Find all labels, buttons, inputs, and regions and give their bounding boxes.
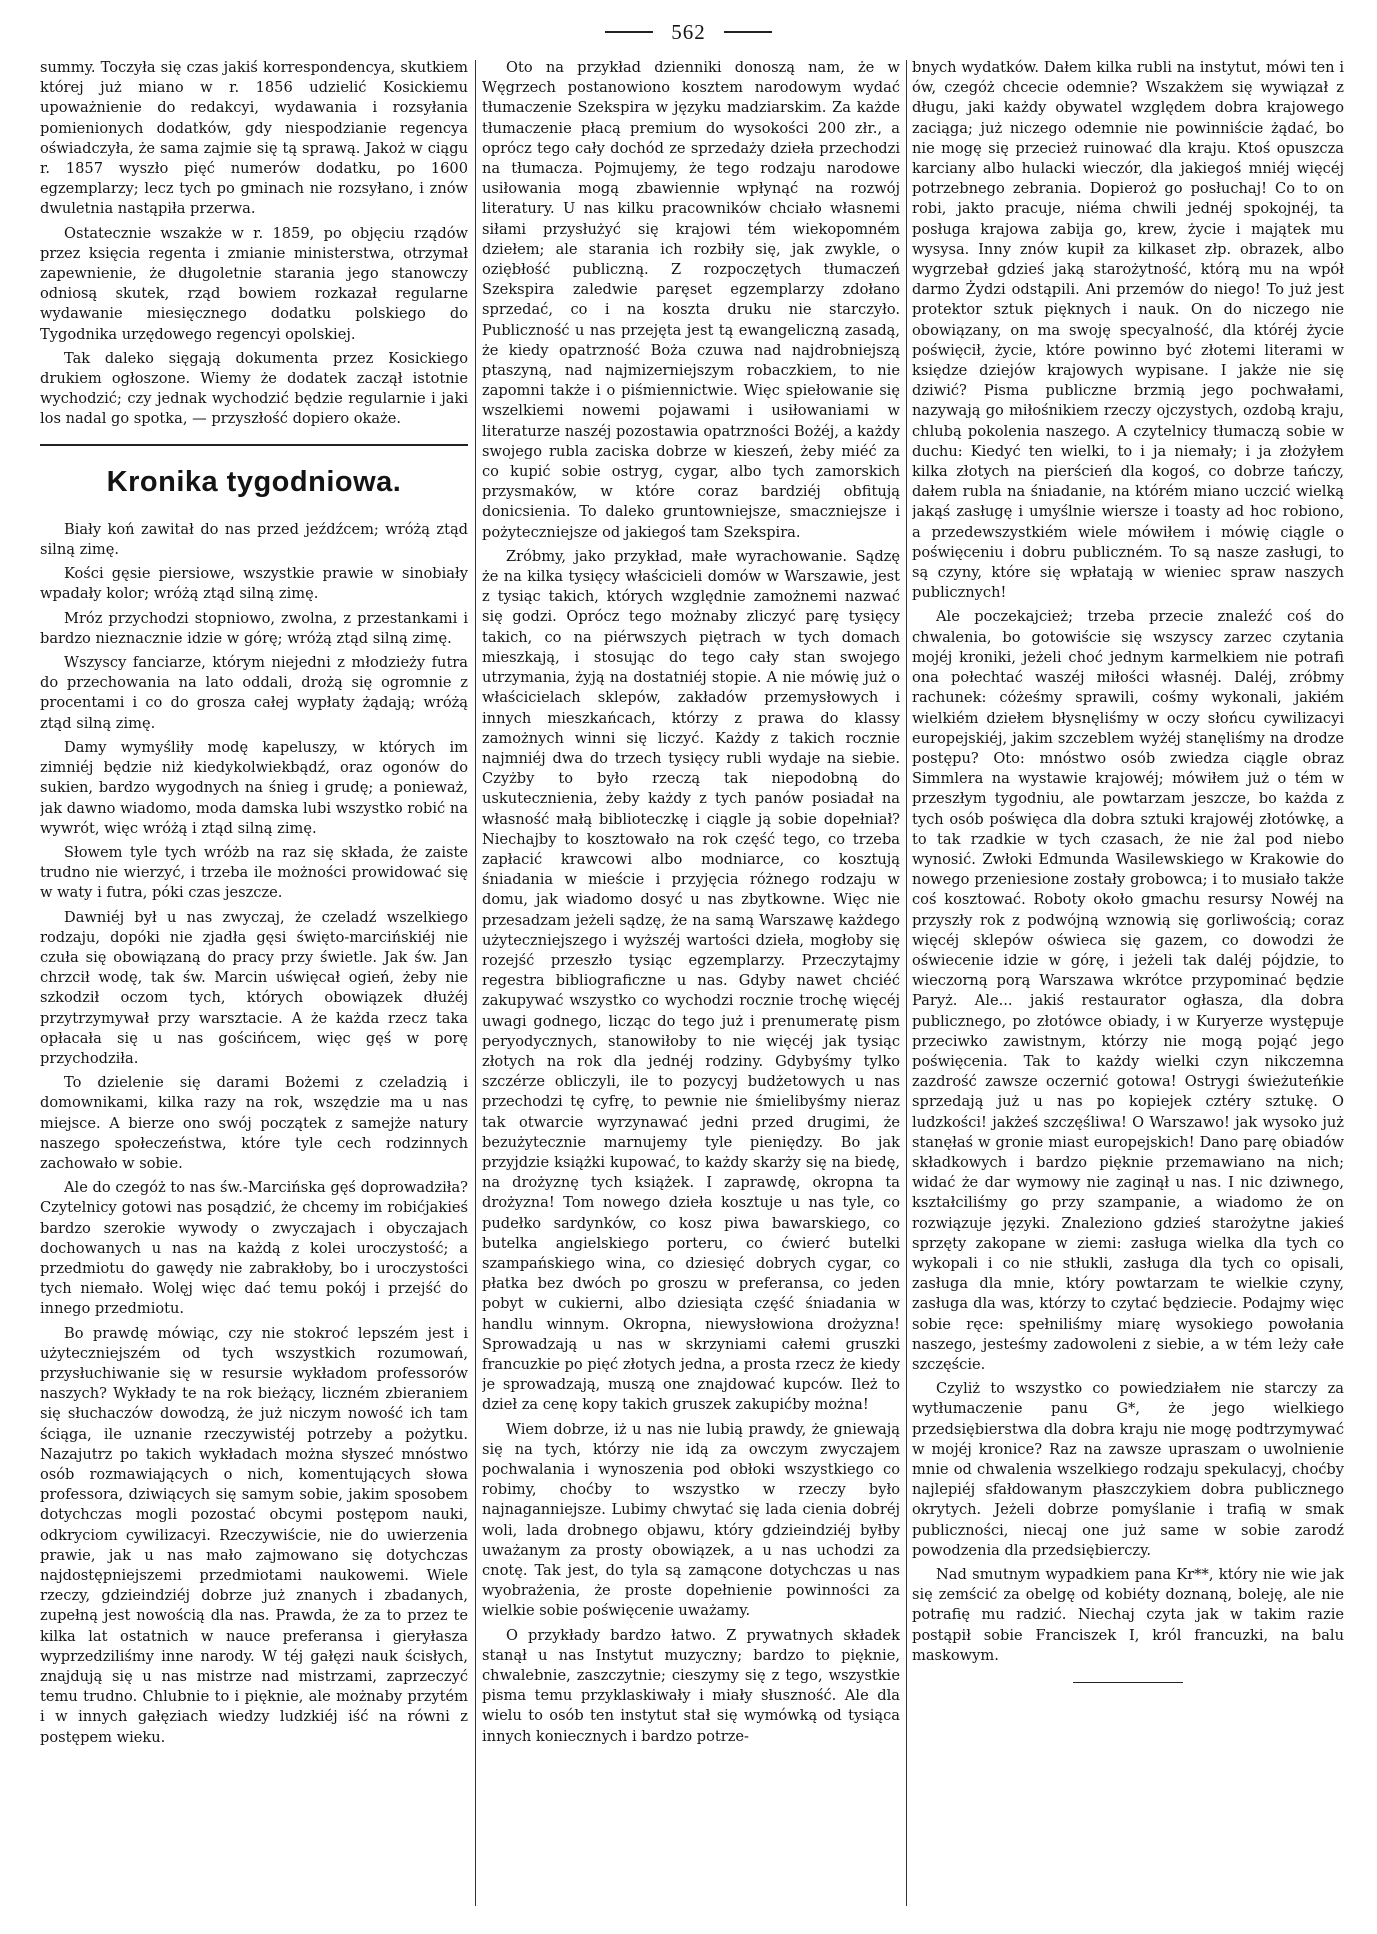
chronicle-paragraph: Słowem tyle tych wróżb na raz się składa, że zaiste trudno nie wierzyć, i trzeba ile możności prowidować się w waty i futra, póki czas jeszcze. [40, 843, 468, 902]
chronicle-paragraph: Oto na przykład dzienniki donoszą nam, że w Węgrzech postanowiono kosztem narodowym wydać tłumaczenie Szekspira w języku madziarskim. Za każde tłumaczenie płacą premium do wysokości 200 złr., a oprócz tego cały dochód ze sprzedaży dzieła przechodzi na tłumacza. Pojmujemy, że tego rodzaju narodowe usiłowania mogą zbawiennie wpłynąć na rozwój literatury. U nas kilku pracowników chciało własnemi siłami przysłużyć się krajowi tém wiekopomném dziełem; ale starania ich rozbiły się, jak zwykle, o oziębłość publiczną. Z rozpoczętych tłumaczeń Szekspira zaledwie paręset egzemplarzy zdołano sprzedać, co i na koszta druku nie starczyło. Publiczność u nas przejęta jest tą ewangeliczną zasadą, że kiedy opatrzność Boża czuwa nad najdrobniejszą ptaszyną, nad najmizerniejszym robaczkiem, to nie zapomni także i o piśmiennictwie. Więc spiełowanie się wszelkiemi nowemi pojawami i usiłowaniami w literaturze naszéj pozostawia opatrzności Bożéj, a każdy swojego rubla zaciska dobrze w kieszeń, żeby miéć za co kupić sobie ostryg, cygar, albo tych zamorskich przysmaków, w które coraz bardziéj obfitują donicsienia. To daleko gruntowniejsze, smaczniejsze i pożyteczniejsze od jakiegoś tam Szekspira. [482, 59, 900, 541]
chronicle-paragraph: Damy wymyśliły modę kapeluszy, w których im zimniéj będzie niż kiedykolwiekbądź, oraz ogonów do sukien, bardzo wygodnych na śnieg i grudę; a ponieważ, jak dawno wiadomo, moda damska lubi wszystko robić na wywrót, więc wróżą i ztąd silną zimę. [40, 738, 468, 837]
header-dash-left [605, 31, 653, 33]
article-paragraph: Tak daleko sięgają dokumenta przez Kosickiego drukiem ogłoszone. Wiemy że dodatek zaczął istotnie wychodzić; czy jednak wychodzić będzie regularnie i jaki los nadal go spotka, — przyszłość dopiero okaże. [40, 349, 468, 428]
chronicle-paragraph: Bo prawdę mówiąc, czy nie stokroć lepszém jest i użyteczniejszém od tych wszystkich rozumowań, przysłuchiwanie się w resursie wykładom professorów naszych? Wykłady te na rok bieżący, liczném zbieraniem się słuchaczów dowodzą, że już niczym nowość ich tam ściąga, ile uznanie rzeczywistéj potrzeby a pożytku. Nazajutrz po takich wykładach można słyszeć mnóstwo osób rozmawiających o nich, komentujących słowa professora, dziwiących się samym sobie, jakim sposobem dotychczas mogli pozostać obcymi postępom nauki, odkryciom cywilizacyi. Rzeczywiście, nie do uwierzenia prawie, jak u nas mało zajmowano się dotychczas najdostępniejszemi przedmiotami naukowemi. Wiele rzeczy, gdzieindziéj dobrze już znanych i zbadanych, zupełną jest nowością dla nas. Prawda, że za to przez te kilka lat ostatnich w nauce preferansa i gieryłasza wyprzedziliśmy inne narody. W téj gałęzi nauk ścisłych, znajdują się u nas mistrze nad mistrzami, zaprzeczyć temu trudno. Chlubnie to i pięknie, ale możnaby przytém i w innych gałęziach wiedzy ludzkiéj iść na równi z postępem wieku. [40, 1324, 468, 1746]
chronicle-paragraph: Ale poczekajcież; trzeba przecie znaleźć coś do chwalenia, bo gotowiście się wszyscy zarzec czytania mojéj kroniki, jeżeli choć jednym karmelkiem nie potrafi ona połechtać waszéj miłości własnéj. Daléj, zróbmy rachunek: cóżeśmy sprawili, cośmy wykonali, jakiém wielkiém dziełem błysnęliśmy w oczy słońcu cywilizacyi europejskiéj, jakim szczeblem wyżéj stanęliśmy na drodze postępu? Oto: mnóstwo osób zwiedza ciągle obraz Simmlera na wystawie krajowéj; mówiłem już o tém w przeszłym tygodniu, ale powtarzam jeszcze, bo każda z tych osób poświęca dla dobra sztuki krajowéj złotówkę, a to tak rzadkie w tych czasach, że nie żal pod niebo wynosić. Zwłoki Edmunda Wasilewskiego w Krakowie do nowego przeniesione zostały grobowca; i to musiało także coś kosztować. Roboty około gmachu resursy Nowéj na przyszły rok z podwójną wznowią się gorliwością; coraz więcéj sklepów oświeca się gazem, co dowodzi że oświecenie idzie w górę, i jeżeli tak daléj pójdzie, to wieczorną porą Warszawa wkrótce przypominać będzie Paryż. Ale... jakiś restaurator ogłasza, dla dobra publicznego, po złotówce obiady, i w Kuryerze występuje przeciwko zawistnym, którzy nie mogą pojąć jego poświęcenia. Tak to każdy wielki czyn nikczemna zazdrość zawsze oczernić gotowa! Ostrygi świeżuteńkie sprzedają już u nas po kopiejek cztéry sztukę. O ludzkości! jakżeś szczęśliwa! O Warszawo! jak wysoko już stanęłaś w gronie miast europejskich! Dano parę obiadów składkowych i bardzo pięknie przemawiano na nich; widać że dar wymowy nie zaginął u nas. I nic dziwnego, kształciliśmy go przy szampanie, a wiadomo że on rozwiązuje języki. Znaleziono gdzieś starożytne jakieś sprzęty zakopane w ziemi: zasługa wielka dla tych co wykopali i co nie stłukli, zasługa dla tych co opisali, zasługa dla mnie, który powtarzam te wielkie czyny, zasługa dla was, którzy to czytać będziecie. Podajmy więc sobie ręce: spełniliśmy miarę wysokiego powołania naszego, jesteśmy zadowoleni z siebie, a w tém leży całe szczęście. [912, 608, 1344, 1373]
page-header [0, 10, 1377, 54]
chronicle-paragraph: bnych wydatków. Dałem kilka rubli na instytut, mówi ten i ów, czegóż chcecie odemnie? Wszakżem się wywiązał z długu, jaki każdy obywatel względem dobra krajowego zaciąga; już niczego odemnie nie powinniście żądać, bo nie mogę się przecież ruinować dla kraju. Ktoś opuszcza karciany albo hulacki wieczór, dla jakiegoś mniéj więcéj potrzebnego zebrania. Dopieroż go posłuchaj! Co to on robi, jakto pracuje, niéma chwili jednéj spokojnéj, ta posługa krajowa zabija go, krew, życie i majątek mu wysysa. Inny znów kupił za kilkaset złp. obrazek, albo wygrzebał gdzieś jaką starożytność, którą mu na wpół darmo Żydzi odstąpili. Ani przemów do niego! To już jest protektor sztuk pięknych i nauk. On do niczego nie obowiązany, on ma swoję specyalność, dla któréj życie poświęcił, życie, które powinno być złotemi literami w księdze dziejów krajowych wypisane. I jakże nie się dziwić? Pisma publiczne brzmią jego pochwałami, nazywają go miłośnikiem rzeczy ojczystych, ozdobą kraju, chlubą pokolenia naszego. A czytelnicy tłumaczą sobie w duchu: Kiedyć ten wielki, to i ja niemały; i ja złożyłem kilka złotych na pierścień dla kogoś, co dobrze tańczy, dałem rubla na śniadanie, na którém miano uczcić wielką jakąś zasługę i umyślnie wiersze i toasty ad hoc robiono, a przedewszystkiém wiele mówiłem i mówię ciągle o poświęceniu i dobru publiczném. To są nasze zasługi, to są czyny, które się wpłatają w wieniec spraw naszych publicznych! [912, 59, 1344, 602]
article-paragraph: summy. Toczyła się czas jakiś korrespondencya, skutkiem której już miano w r. 1856 udzielić Kosickiemu upoważnienie do redakcyi, wydawania i rozsyłania pomienionych dodatków, gdy niespodzianie regencya oświadczyła, że sama zajmie się tą sprawą. Jakoż w ciągu r. 1857 wyszło pięć numerów dodatku, po 1600 egzemplarzy; lecz tych po gminach nie rozsyłano, i znów dwuletnia nastąpiła przerwa. [40, 59, 468, 218]
header-dash-right [724, 31, 772, 33]
column-rule [475, 60, 476, 1906]
chronicle-paragraph: Mróz przychodzi stopniowo, zwolna, z przestankami i bardzo nieznacznie idzie w górę; wróżą ztąd silną zimę. [40, 609, 468, 647]
chronicle-paragraph: Kości gęsie piersiowe, wszystkie prawie w sinobiały wpadały kolor; wróżą ztąd silną zimę. [40, 565, 468, 603]
article-paragraph: Ostatecznie wszakże w r. 1859, po objęciu rządów przez księcia regenta i zmianie ministerstwa, otrzymał zapewnienie, że długoletnie starania jego stanowczy odniosą skutek, rząd bowiem rozkazał regularne wydawanie miesięcznego dodatku polskiego do Tygodnika urzędowego regencyi opolskiej. [40, 224, 468, 343]
column-1 [40, 58, 468, 1920]
section-divider [40, 444, 468, 446]
chronicle-paragraph: O przykłady bardzo łatwo. Z prywatnych składek stanął u nas Instytut muzyczny; bardzo to pięknie, chwalebnie, zaszczytnie; cieszymy się z tego, wszystkie pisma temu przyklaskiwały i miały słuszność. Ale dla wielu to osób ten instytut stał się wymówką od tysiąca innych koniecznych i bardzo potrze- [482, 1626, 900, 1745]
column-2 [482, 58, 900, 1920]
column-3 [912, 58, 1344, 1920]
chronicle-paragraph: Nad smutnym wypadkiem pana Kr**, który nie wie jak się zemścić za obelgę od kobiéty doznaną, boleję, ale nie potrafię mu radzić. Niechaj czyta jak w takim razie postąpił sobie Franciszek I, król francuzki, na balu maskowym. [912, 1566, 1344, 1664]
chronicle-paragraph: Ale do czegóż to nas św.-Marcińska gęś doprowadziła? Czytelnicy gotowi nas posądzić, że chcemy im robićjakieś bardzo szerokie wywody o zwyczajach i obyczajach dochowanych u nas na każdą z kolei uroczystość; a przedmiotu do gawędy nie zabrakłoby, bo i uroczystości tych niemało. Wolęj więc dać temu pokój i przejść do innego przedmiotu. [40, 1179, 468, 1318]
chronicle-paragraph: Biały koń zawitał do nas przed jeźdźcem; wróżą ztąd silną zimę. [40, 520, 468, 559]
chronicle-paragraph: To dzielenie się darami Bożemi z czeladzią i domownikami, kilka razy na rok, wszędzie ma u nas miejsce. A bierze ono swój początek z samejże natury naszego społeczeństwa, które tyle cech rodzinnych zachowało w sobie. [40, 1074, 468, 1172]
column-rule [906, 60, 907, 1906]
chronicle-paragraph: Czyliż to wszystko co powiedziałem nie starczy za wytłumaczenie panu G*, że jego wielkiego przedsiębierstwa dla dobra kraju nie mogę podtrzymywać w mojéj kronice? Raz na zawsze upraszam o uwolnienie mnie od chwalenia wszelkiego rodzaju spekulacyj, choćby najlepiéj sfałdowanym płaszczykiem dobra publicznego okrytych. Jeżeli dobrze pomyślanie i trafią w smak publiczności, niecaj one już same w sobie zarodź powodzenia dla przedsiębierczy. [912, 1380, 1344, 1559]
chronicle-paragraph: Wszyscy fanciarze, którym niejedni z młodzieży futra do przechowania na lato oddali, drożą się ogromnie z procentami i co do grosza całej wypłaty żądają; wróżą ztąd silną zimę. [40, 654, 468, 732]
section-title: Kronika tygodniowa. [106, 465, 402, 498]
chronicle-paragraph: Zróbmy, jako przykład, małe wyrachowanie. Sądzę że na kilka tysięcy właścicieli domów w Warszawie, jest z tysiąc takich, których względnie zamożnemi nazwać się godzi. Oprócz tego możnaby zliczyć parę tysięcy takich, co na piérwszych piętrach w tych domach mieszkają, i stosując do tego cały stan swojego utrzymania, żyją na dostatniéj stopie. A nie mówię już o właścicielach sklepów, zakładów przemysłowych i innych mieszkańcach, którzy z prawa do klassy zamożnych winni się liczyć. Każdy z takich rocznie najmniéj dwa do trzech tysięcy rubli wydaje na siebie. Czyżby to było rzeczą tak niepodobną do uskutecznienia, żeby każdy z tych panów posiadał na własność małą biblioteczkę i ciągle ją sobie dopełniał? Niechajby to kosztowało na rok część tego, co trzeba zapłacić krawcowi albo modniarce, co kosztują śniadania w mieście i przyjęcia różnego rodzaju w domu, jak wiadomo dosyć u nas zbytkowne. Więc nie przesadzam jeżeli sądzę, że na samą Warszawę każdego użyteczniejszego i wyższéj wartości dzieła, mogłoby się rozejść przeszło tysiąc egzemplarzy. Przeczytajmy regestra bibliograficzne u nas. Gdyby nawet chciéć zakupywać wszystko co wychodzi rocznie trochę więcéj uwagi godnego, licząc do tego już i prenumeratę pism peryodycznych, stanowiłoby to nie więcéj jak tysiąc złotych na rok dla jednéj rodziny. Gdybyśmy tylko szczérze obliczyli, ile to pozycyj budżetowych u nas przechodzi tę cyfrę, to pewnie nie śmielibyśmy nieraz tak otwarcie wyrzynawać jedni przed drugimi, że bezużytecznie marnujemy tyle pieniędzy. Bo jak przyjdzie książki kupować, to każdy skarży się na biedę, na drożyznę tych książek. I zaprawdę, okropna ta drożyzna! Tom nowego dzieła kosztuje u nas tyle, co pudełko sardynków, co kosz piwa bawarskiego, co butelka angielskiego porteru, co ćwierć butelki szampańskiego wina, co dziesięć dobrych cygar, co płatka bez dwóch po groszu w preferansa, co jeden pobyt w cukierni, albo dziesiąta część śniadania w handlu winnym. Okropna, niewysłowiona drożyzna! Sprowadzają u nas w skrzyniami całemi gruszki francuzkie po pięć złotych jedna, a prosta rzecz że kiedy je sprowadzają, muszą one znajdować kupców. Ileż to dzieł za cenę kopy takich gruszek zakupićby można! [482, 547, 900, 1414]
chronicle-paragraph: Dawniéj był u nas zwyczaj, że czeladź wszelkiego rodzaju, dopóki nie zjadła gęsi święto-marcińskiéj nie czuła się obowiązaną do pracy przy świetle. Jak św. Jan chrzcił wodę, tak św. Marcin uświęcał ogień, żeby nie szkodził oczom tych, których obowiązek dłużéj przytrzymywał przy warsztacie. A że każda rzecz taka opłacała się u nas gościńcem, więc gęś w porę przychodziła. [40, 908, 468, 1067]
end-rule [1073, 1682, 1183, 1683]
page-number: 562 [671, 19, 706, 44]
chronicle-paragraph: Wiem dobrze, iż u nas nie lubią prawdy, że gniewają się na tych, którzy nie idą za owczym zwyczajem pochwalania i wynoszenia pod obłoki wszystkiego co robimy, choćby to wszystko w rzeczy było najnaganniejsze. Lubimy chwytać się lada cienia dobréj woli, lada drobnego objawu, który gdzieindziéj byłby uważanym za prosty obowiązek, a u nas uchodzi za cnotę. Tak jest, do tyla są zamącone dotychczas u nas wyobrażenia, że proste dopełnienie powinności za wielkie sobie poświęcenie uważamy. [482, 1420, 900, 1620]
